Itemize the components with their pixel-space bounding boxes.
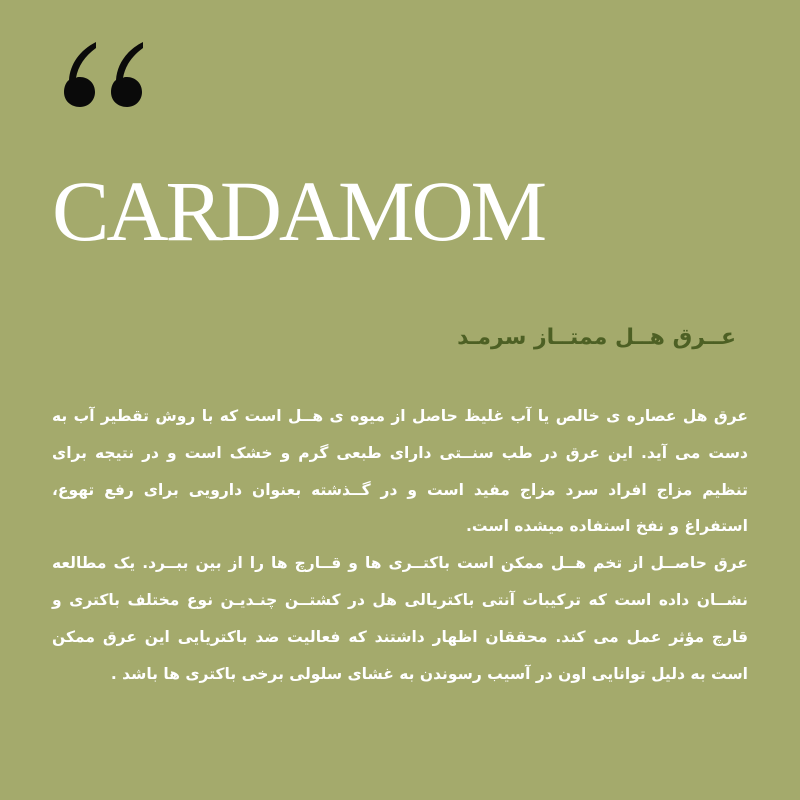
description-paragraph: عرق حاصــل از تخم هــل ممکن است باکتــری ها و قــارچ ها را از بین ببــرد. یک مطالعه نشــان داده است که ترکیبات آنتی باکتریالی هل در کشتــن چنـدیـن نوع مختلف باکتری و قارچ مؤثر عمل می کند. محققان اظهار داشتند که فعالیت ضد باکتریایی این عرق ممکن است به دلیل توانایی اون در آسیب رسوندن به غشای سلولی برخی باکتری ها باشد . [52, 554, 748, 683]
left-double-quote-icon [58, 36, 150, 108]
description-text [52, 398, 748, 692]
page-title: CARDAMOM [52, 163, 545, 259]
description-paragraph: عرق هل عصاره ی خالص یا آب غلیظ حاصل از میوه ی هــل است که با روش تقطیر آب به دست می آید. این عرق در طب سنــتی دارای طبعی گرم و خشک است و در نتیجه برای تنظیم مزاج افراد سرد مزاج مفید است و در گــذشته بعنوان دارویی برای رفع تهوع، استفراغ و نفخ استفاده میشده است. [52, 407, 748, 536]
product-subtitle: عــرق هــل ممتــاز سرمـد [457, 325, 736, 350]
